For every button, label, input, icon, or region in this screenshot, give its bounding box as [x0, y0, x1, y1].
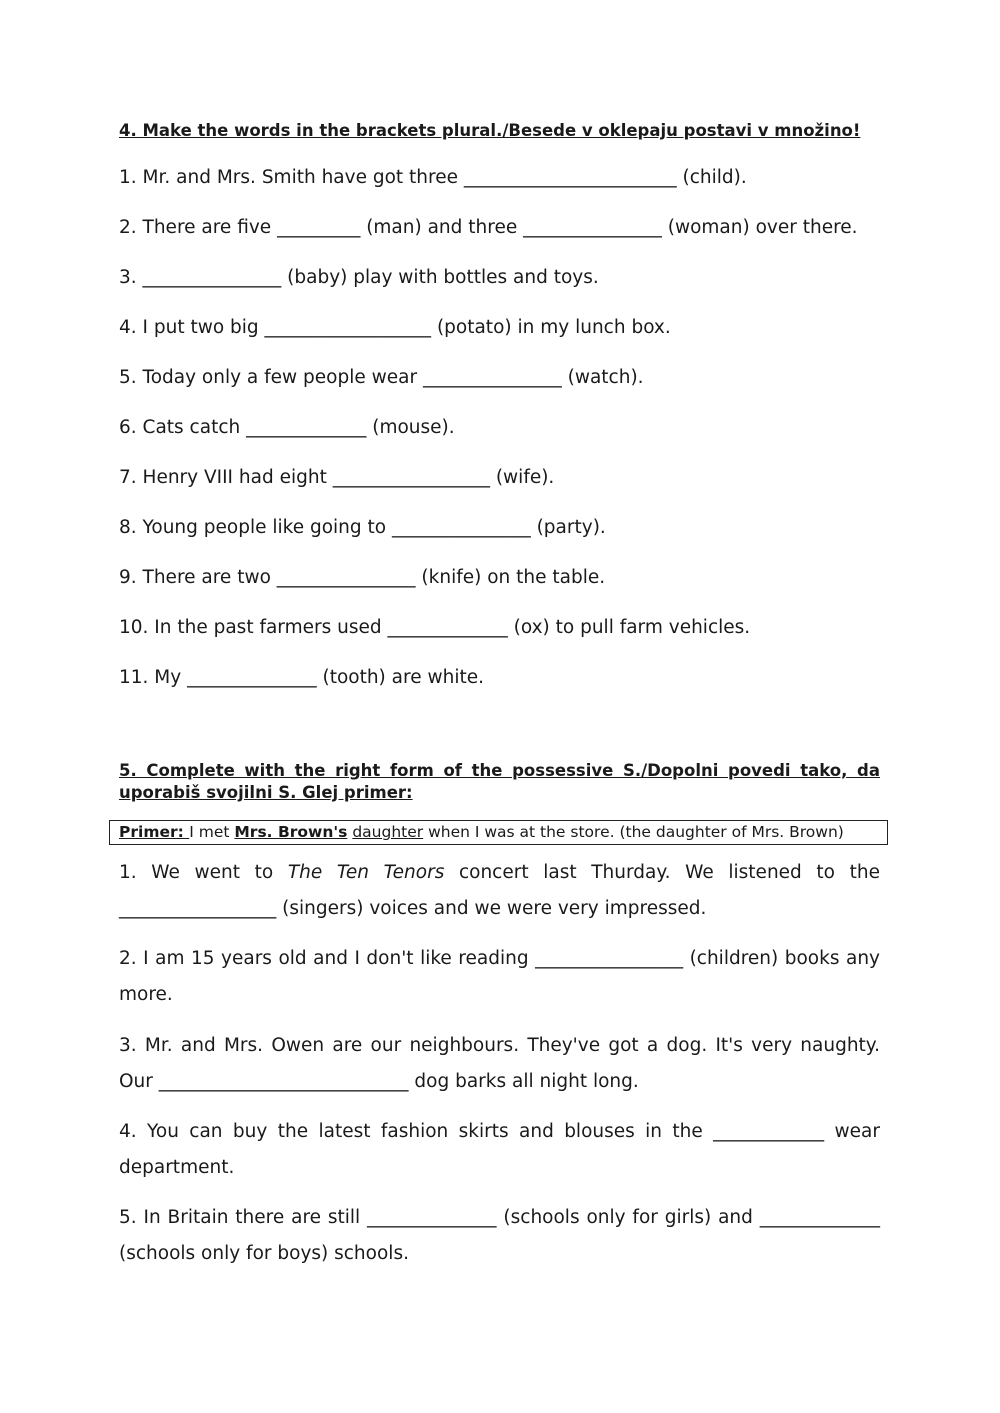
exercise-4-item-6: 6. Cats catch _____________ (mouse).	[119, 417, 455, 438]
exercise-4-item-1: 1. Mr. and Mrs. Smith have got three _______________________ (child).	[119, 167, 747, 188]
example-box	[109, 820, 888, 845]
section-4-heading: 4. Make the words in the brackets plural./Besede v oklepaju postavi v množino!	[119, 121, 861, 140]
section-5-heading: 5. Complete with the right form of the possessive S./Dopolni povedi tako, da uporabiš svojilni S. Glej primer:	[119, 761, 880, 802]
exercise-4-item-5: 5. Today only a few people wear _______________ (watch).	[119, 367, 644, 388]
exercise-4-item-11: 11. My ______________ (tooth) are white.	[119, 667, 484, 688]
exercise-5-item-5: 5. In Britain there are still ______________ (schools only for girls) and _____________ (schools only for boys) schools.	[119, 1207, 880, 1264]
exercise-5-item-1-pre: 1. We went to	[119, 862, 288, 883]
exercise-4-item-10: 10. In the past farmers used _____________ (ox) to pull farm vehicles.	[119, 617, 751, 638]
exercise-5-item-1-post: concert last Thurday. We listened to the _________________ (singers) voices and we were very impressed.	[119, 862, 880, 919]
exercise-5-item-4: 4. You can buy the latest fashion skirts and blouses in the ____________ wear department.	[119, 1121, 880, 1178]
exercise-4-item-8: 8. Young people like going to _______________ (party).	[119, 517, 606, 538]
exercise-5-item-1-title: The Ten Tenors	[287, 862, 445, 883]
exercise-5-item-1	[119, 855, 880, 927]
exercise-4-item-4: 4. I put two big __________________ (potato) in my lunch box.	[119, 317, 671, 338]
example-text-post: when I was at the store. (the daughter of Mrs. Brown)	[423, 823, 844, 841]
exercise-4-item-7: 7. Henry VIII had eight _________________ (wife).	[119, 467, 555, 488]
exercise-5-item-3: 3. Mr. and Mrs. Owen are our neighbours. They've got a dog. It's very naughty. Our ___________________________ dog barks all night long.	[119, 1035, 880, 1092]
example-possessive: Mrs. Brown's	[234, 823, 348, 841]
example-label: Primer:	[119, 823, 190, 841]
exercise-4-item-3: 3. _______________ (baby) play with bottles and toys.	[119, 267, 599, 288]
exercise-4-item-2: 2. There are five _________ (man) and three _______________ (woman) over there.	[119, 217, 858, 238]
example-text-pre: I met	[189, 823, 235, 841]
exercise-4-item-9: 9. There are two _______________ (knife) on the table.	[119, 567, 606, 588]
example-noun: daughter	[352, 823, 424, 841]
exercise-5-item-2: 2. I am 15 years old and I don't like reading ________________ (children) books any more.	[119, 948, 880, 1005]
